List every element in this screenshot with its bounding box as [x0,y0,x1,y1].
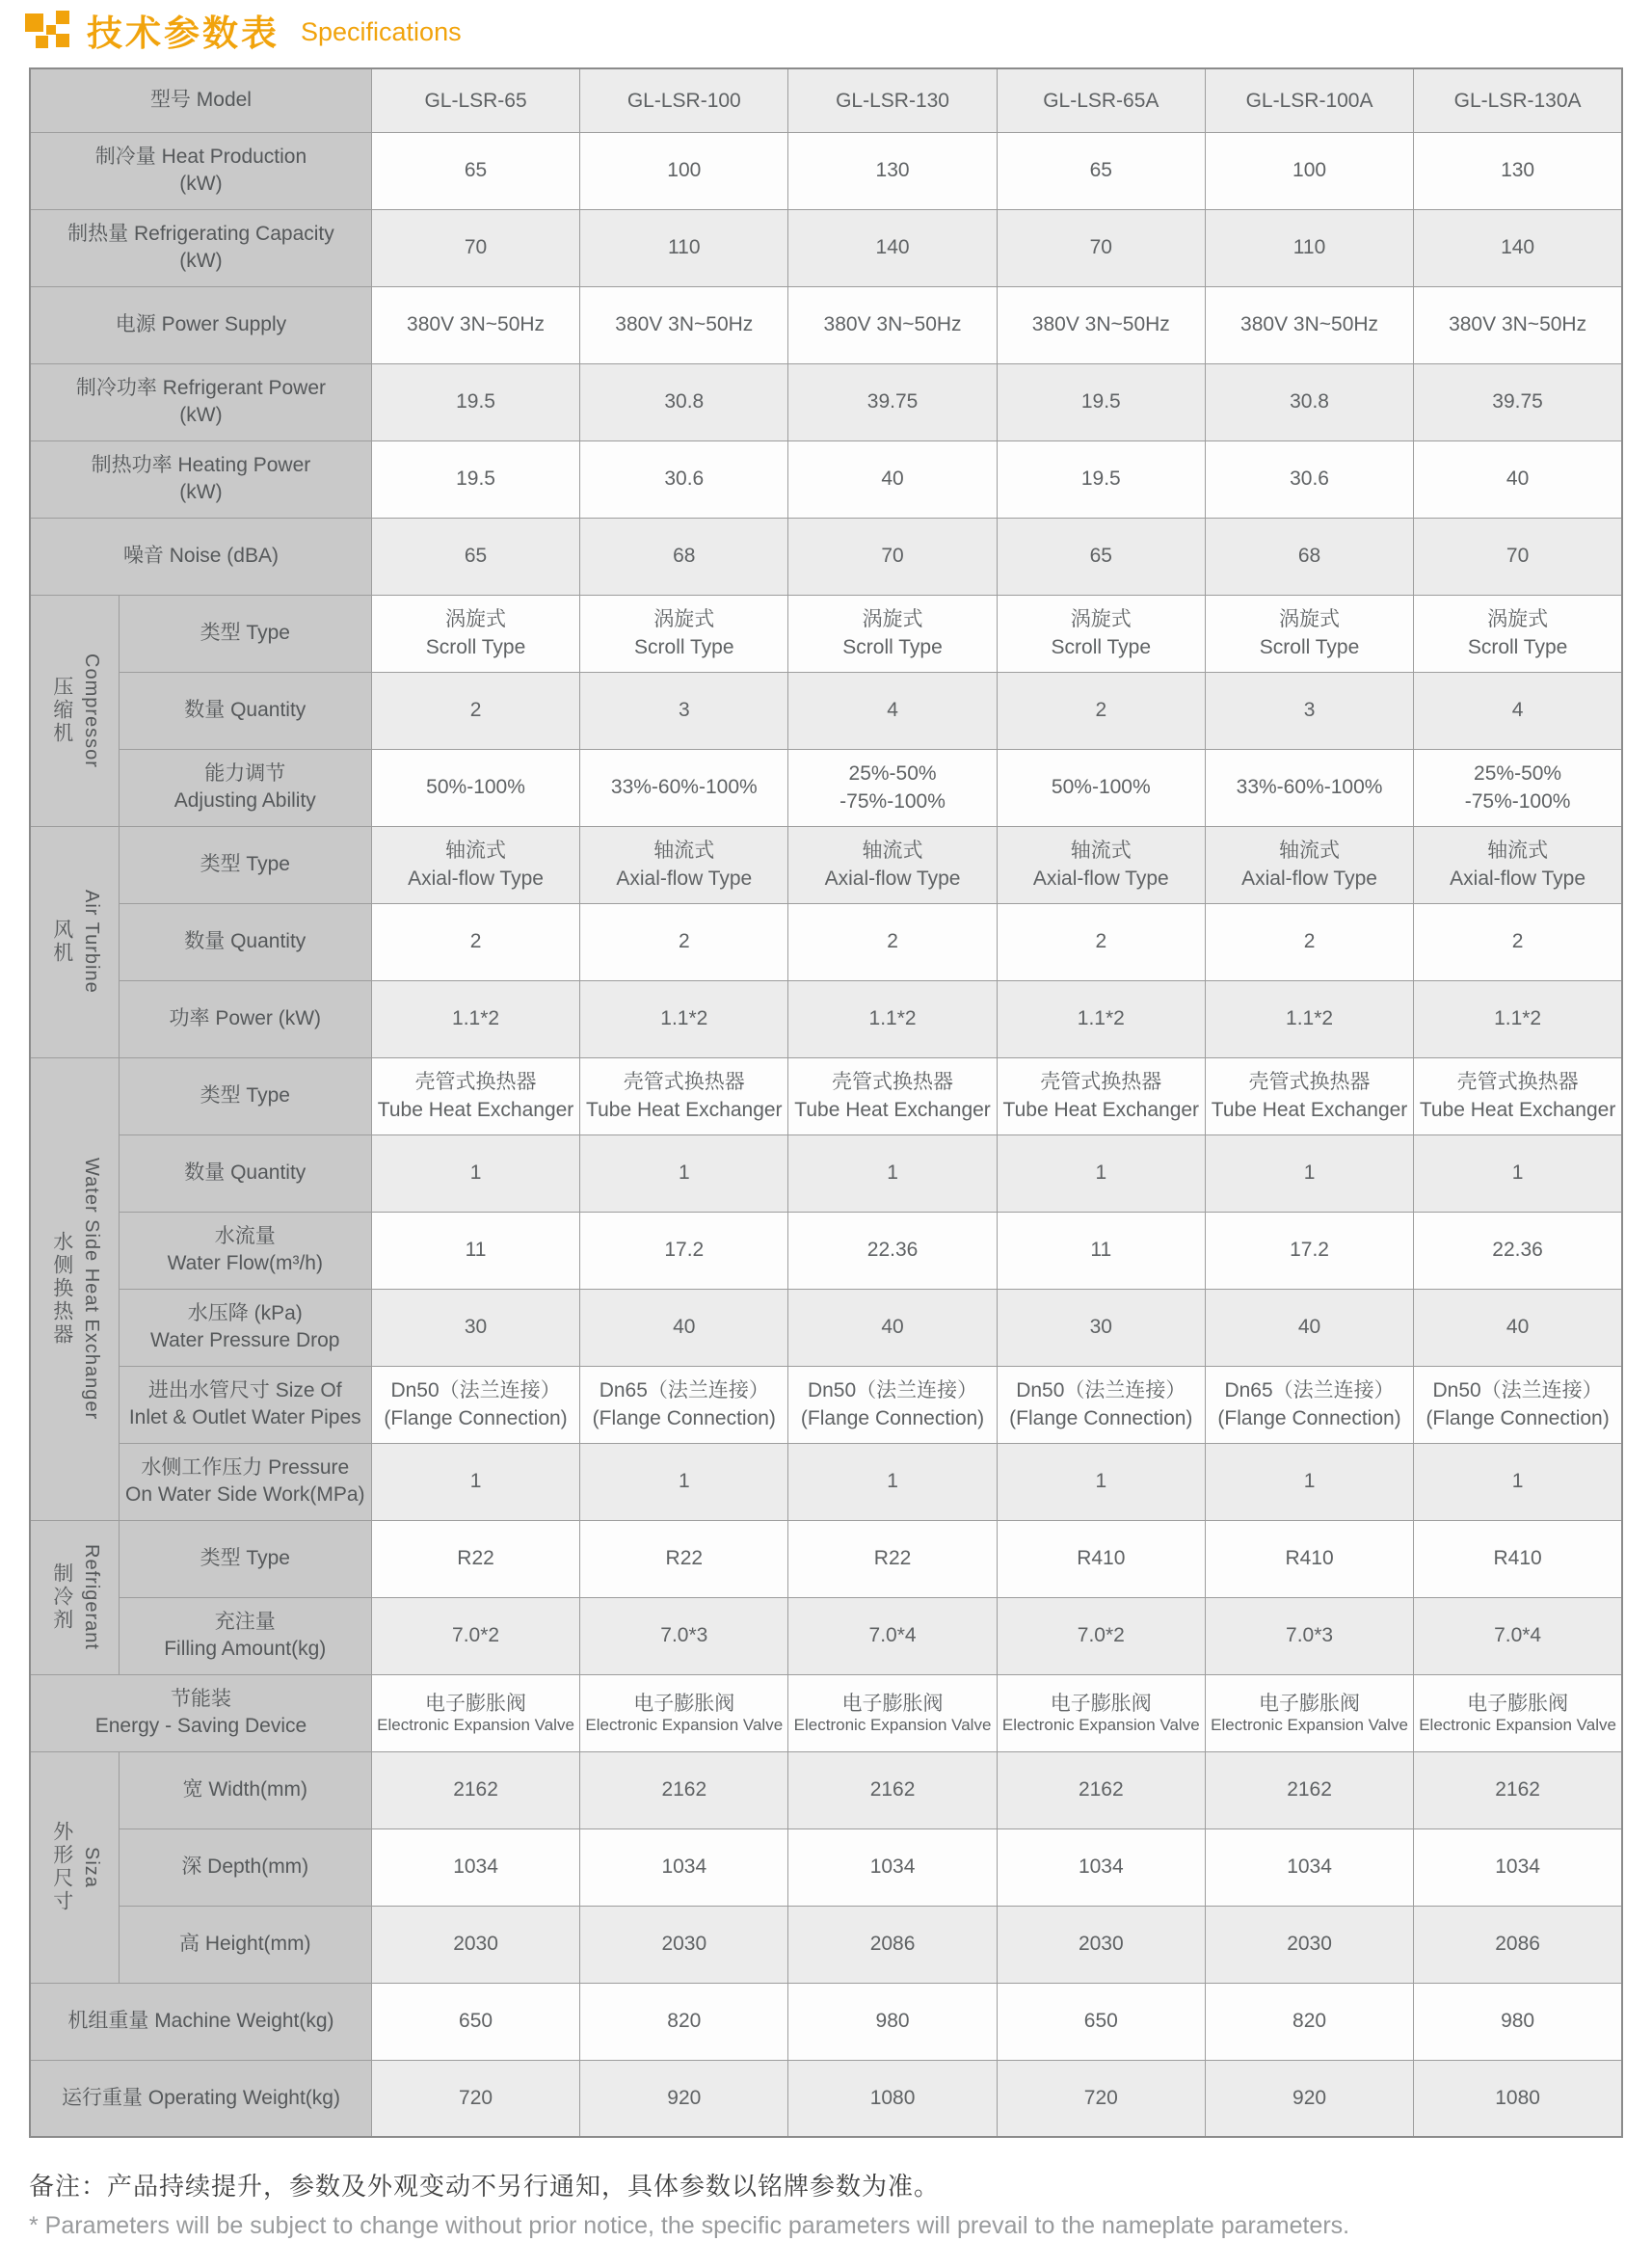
data-cell: 30.8 [1205,363,1413,440]
data-cell: 920 [1205,2060,1413,2137]
spec-row [30,518,1622,595]
data-cell: 140 [1414,209,1622,286]
row-label: 能力调节 Adjusting Ability [119,749,371,826]
row-label: 类型 Type [119,1057,371,1134]
data-cell: 380V 3N~50Hz [580,286,788,363]
data-cell: 1 [1414,1443,1622,1520]
pixel-squares-icon [25,11,71,49]
data-cell: 17.2 [580,1212,788,1289]
data-cell: 33%-60%-100% [580,749,788,826]
data-cell: 1034 [788,1828,997,1906]
data-cell: 70 [371,209,579,286]
group-label-en: Siza [80,1846,102,1888]
data-cell: 7.0*2 [997,1597,1205,1674]
data-cell: 380V 3N~50Hz [997,286,1205,363]
data-cell: 1.1*2 [788,980,997,1057]
data-cell: 720 [997,2060,1205,2137]
data-cell: 轴流式 Axial-flow Type [580,826,788,903]
data-cell: 电子膨胀阀 Electronic Expansion Valve [371,1674,579,1751]
model-cell: GL-LSR-100A [1205,68,1413,132]
data-cell: 涡旋式 Scroll Type [1205,595,1413,672]
data-cell: 电子膨胀阀 Electronic Expansion Valve [788,1674,997,1751]
data-cell: 2 [580,903,788,980]
model-cell: GL-LSR-130 [788,68,997,132]
data-cell: 电子膨胀阀 Electronic Expansion Valve [1205,1674,1413,1751]
row-label: 进出水管尺寸 Size Of Inlet & Outlet Water Pipes [119,1366,371,1443]
data-cell: 2162 [1414,1751,1622,1828]
data-cell: 壳管式换热器 Tube Heat Exchanger [580,1057,788,1134]
spec-row [30,903,1622,980]
data-cell: 650 [371,1983,579,2060]
group-label-zh: 制冷剂 [50,1562,73,1632]
data-cell: 65 [997,132,1205,209]
model-cell: GL-LSR-65A [997,68,1205,132]
data-cell: R410 [997,1520,1205,1597]
data-cell: 100 [1205,132,1413,209]
data-cell: 980 [1414,1983,1622,2060]
data-cell: 130 [788,132,997,209]
row-label: 高 Height(mm) [119,1906,371,1983]
row-label: 制冷功率 Refrigerant Power (kW) [30,363,371,440]
spec-row [30,286,1622,363]
data-cell: 70 [997,209,1205,286]
row-label: 节能装 Energy - Saving Device [30,1674,371,1751]
group-label-zh: 风机 [50,919,73,965]
data-cell: 7.0*3 [580,1597,788,1674]
data-cell: 380V 3N~50Hz [1205,286,1413,363]
spec-row [30,749,1622,826]
data-cell: 壳管式换热器 Tube Heat Exchanger [788,1057,997,1134]
data-cell: 涡旋式 Scroll Type [580,595,788,672]
spec-row [30,980,1622,1057]
data-cell: Dn65（法兰连接） (Flange Connection) [1205,1366,1413,1443]
spec-row [30,1443,1622,1520]
data-cell: 2030 [580,1906,788,1983]
row-label: 深 Depth(mm) [119,1828,371,1906]
data-cell: 2030 [1205,1906,1413,1983]
data-cell: 电子膨胀阀 Electronic Expansion Valve [1414,1674,1622,1751]
data-cell: 25%-50% -75%-100% [1414,749,1622,826]
data-cell: 1 [788,1443,997,1520]
data-cell: 30.8 [580,363,788,440]
spec-row [30,1134,1622,1212]
footnote-en: * Parameters will be subject to change without prior notice, the specific parameters will prevail to the nameplate parameters. [29,2212,1350,2239]
spec-row [30,209,1622,286]
data-cell: 1034 [997,1828,1205,1906]
data-cell: 110 [1205,209,1413,286]
page-header [0,0,1652,56]
data-cell: 1.1*2 [1205,980,1413,1057]
model-cell: GL-LSR-130A [1414,68,1622,132]
data-cell: 4 [1414,672,1622,749]
data-cell: 2 [997,903,1205,980]
data-cell: 1034 [371,1828,579,1906]
group-label-size [30,1751,119,1983]
row-label: 制热功率 Heating Power (kW) [30,440,371,518]
data-cell: 7.0*4 [1414,1597,1622,1674]
spec-row [30,1289,1622,1366]
spec-row [30,1751,1622,1828]
data-cell: 2086 [1414,1906,1622,1983]
data-cell: 380V 3N~50Hz [371,286,579,363]
data-cell: 140 [788,209,997,286]
data-cell: 380V 3N~50Hz [788,286,997,363]
data-cell: Dn50（法兰连接） (Flange Connection) [371,1366,579,1443]
data-cell: 19.5 [997,363,1205,440]
row-label: 噪音 Noise (dBA) [30,518,371,595]
row-label: 制热量 Refrigerating Capacity (kW) [30,209,371,286]
group-label-zh: 水侧换热器 [50,1231,73,1347]
data-cell: 4 [788,672,997,749]
data-cell: 7.0*3 [1205,1597,1413,1674]
data-cell: 40 [1205,1289,1413,1366]
data-cell: Dn50（法兰连接） (Flange Connection) [788,1366,997,1443]
group-label-refrigerant [30,1520,119,1674]
data-cell: 40 [1414,440,1622,518]
group-label-compressor [30,595,119,826]
data-cell: 7.0*4 [788,1597,997,1674]
data-cell: 7.0*2 [371,1597,579,1674]
spec-row [30,1983,1622,2060]
data-cell: 68 [1205,518,1413,595]
spec-row [30,1366,1622,1443]
data-cell: 壳管式换热器 Tube Heat Exchanger [1205,1057,1413,1134]
row-label: 类型 Type [119,826,371,903]
specifications-table [29,67,1623,2138]
data-cell: 40 [580,1289,788,1366]
data-cell: 2162 [580,1751,788,1828]
data-cell: 1 [580,1443,788,1520]
data-cell: R410 [1414,1520,1622,1597]
data-cell: 2 [371,903,579,980]
spec-row [30,1057,1622,1134]
spec-row [30,132,1622,209]
spec-row [30,1828,1622,1906]
model-cell: GL-LSR-100 [580,68,788,132]
page-title: 技术参数表 [87,13,280,53]
data-cell: 820 [580,1983,788,2060]
data-cell: 壳管式换热器 Tube Heat Exchanger [997,1057,1205,1134]
row-label: 水侧工作压力 Pressure On Water Side Work(MPa) [119,1443,371,1520]
data-cell: 壳管式换热器 Tube Heat Exchanger [1414,1057,1622,1134]
spec-row [30,826,1622,903]
data-cell: 30 [371,1289,579,1366]
data-cell: 980 [788,1983,997,2060]
data-cell: 65 [371,132,579,209]
data-cell: 轴流式 Axial-flow Type [1414,826,1622,903]
group-label-zh: 压缩机 [50,676,73,745]
group-label-en: Compressor [80,653,102,768]
data-cell: 涡旋式 Scroll Type [788,595,997,672]
row-label: 制冷量 Heat Production (kW) [30,132,371,209]
data-cell: 39.75 [1414,363,1622,440]
group-label-en: Refrigerant [80,1544,102,1650]
data-cell: 电子膨胀阀 Electronic Expansion Valve [580,1674,788,1751]
group-label-air-turbine [30,826,119,1057]
data-cell: 2162 [997,1751,1205,1828]
data-cell: 2 [371,672,579,749]
data-cell: 1 [997,1443,1205,1520]
data-cell: 25%-50% -75%-100% [788,749,997,826]
group-label-water-side-heat-exchanger [30,1057,119,1520]
data-cell: 1 [788,1134,997,1212]
data-cell: 820 [1205,1983,1413,2060]
data-cell: 100 [580,132,788,209]
data-cell: 30.6 [580,440,788,518]
data-cell: 1080 [788,2060,997,2137]
data-cell: 19.5 [997,440,1205,518]
data-cell: 2162 [371,1751,579,1828]
data-cell: 3 [580,672,788,749]
data-cell: 30.6 [1205,440,1413,518]
spec-row [30,1212,1622,1289]
spec-row [30,1520,1622,1597]
data-cell: 1 [580,1134,788,1212]
data-cell: R22 [371,1520,579,1597]
row-label: 水流量 Water Flow(m³/h) [119,1212,371,1289]
data-cell: 轴流式 Axial-flow Type [1205,826,1413,903]
data-cell: 壳管式换热器 Tube Heat Exchanger [371,1057,579,1134]
data-cell: 2 [997,672,1205,749]
spec-row [30,68,1622,132]
row-label: 类型 Type [119,595,371,672]
row-label: 功率 Power (kW) [119,980,371,1057]
spec-row [30,1597,1622,1674]
data-cell: 11 [997,1212,1205,1289]
spec-row [30,1674,1622,1751]
group-label-en: Air Turbine [80,890,102,994]
data-cell: 1 [1205,1134,1413,1212]
row-label: 宽 Width(mm) [119,1751,371,1828]
row-label: 充注量 Filling Amount(kg) [119,1597,371,1674]
data-cell: 17.2 [1205,1212,1413,1289]
row-label: 运行重量 Operating Weight(kg) [30,2060,371,2137]
data-cell: 2030 [997,1906,1205,1983]
spec-row [30,363,1622,440]
row-label: 数量 Quantity [119,672,371,749]
data-cell: 50%-100% [371,749,579,826]
spec-row [30,1906,1622,1983]
data-cell: 1.1*2 [1414,980,1622,1057]
data-cell: 19.5 [371,363,579,440]
data-cell: 1034 [580,1828,788,1906]
data-cell: 1.1*2 [580,980,788,1057]
data-cell: 2162 [788,1751,997,1828]
data-cell: 轴流式 Axial-flow Type [997,826,1205,903]
data-cell: 1034 [1414,1828,1622,1906]
data-cell: 65 [997,518,1205,595]
footnotes [29,2167,1652,2240]
data-cell: 22.36 [1414,1212,1622,1289]
data-cell: 1.1*2 [371,980,579,1057]
data-cell: 3 [1205,672,1413,749]
data-cell: 380V 3N~50Hz [1414,286,1622,363]
data-cell: 1034 [1205,1828,1413,1906]
data-cell: 39.75 [788,363,997,440]
spec-row [30,2060,1622,2137]
data-cell: 130 [1414,132,1622,209]
data-cell: 70 [788,518,997,595]
data-cell: 70 [1414,518,1622,595]
data-cell: 110 [580,209,788,286]
data-cell: 40 [788,440,997,518]
data-cell: 30 [997,1289,1205,1366]
data-cell: 1080 [1414,2060,1622,2137]
data-cell: R410 [1205,1520,1413,1597]
row-label: 数量 Quantity [119,1134,371,1212]
model-cell: GL-LSR-65 [371,68,579,132]
data-cell: R22 [788,1520,997,1597]
data-cell: 40 [788,1289,997,1366]
data-cell: 轴流式 Axial-flow Type [788,826,997,903]
data-cell: 1 [371,1134,579,1212]
page-subtitle: Specifications [301,16,462,46]
data-cell: 涡旋式 Scroll Type [371,595,579,672]
data-cell: 720 [371,2060,579,2137]
data-cell: 40 [1414,1289,1622,1366]
data-cell: 50%-100% [997,749,1205,826]
spec-row [30,440,1622,518]
spec-row [30,595,1622,672]
group-label-en: Water Side Heat Exchanger [80,1157,102,1421]
data-cell: 65 [371,518,579,595]
data-cell: 涡旋式 Scroll Type [1414,595,1622,672]
data-cell: 2 [788,903,997,980]
footnote-zh: 备注：产品持续提升，参数及外观变动不另行通知，具体参数以铭牌参数为准。 [29,2172,941,2201]
data-cell: 22.36 [788,1212,997,1289]
data-cell: 1 [371,1443,579,1520]
data-cell: 68 [580,518,788,595]
data-cell: Dn65（法兰连接） (Flange Connection) [580,1366,788,1443]
data-cell: Dn50（法兰连接） (Flange Connection) [1414,1366,1622,1443]
data-cell: 1 [1414,1134,1622,1212]
data-cell: 2030 [371,1906,579,1983]
spec-row [30,672,1622,749]
data-cell: 11 [371,1212,579,1289]
data-cell: 19.5 [371,440,579,518]
data-cell: 涡旋式 Scroll Type [997,595,1205,672]
data-cell: 2 [1205,903,1413,980]
model-row-label: 型号 Model [30,68,371,132]
data-cell: 920 [580,2060,788,2137]
data-cell: 轴流式 Axial-flow Type [371,826,579,903]
data-cell: Dn50（法兰连接） (Flange Connection) [997,1366,1205,1443]
data-cell: R22 [580,1520,788,1597]
data-cell: 1.1*2 [997,980,1205,1057]
row-label: 类型 Type [119,1520,371,1597]
row-label: 水压降 (kPa) Water Pressure Drop [119,1289,371,1366]
data-cell: 2 [1414,903,1622,980]
row-label: 数量 Quantity [119,903,371,980]
data-cell: 33%-60%-100% [1205,749,1413,826]
data-cell: 2086 [788,1906,997,1983]
data-cell: 2162 [1205,1751,1413,1828]
data-cell: 1 [997,1134,1205,1212]
row-label: 机组重量 Machine Weight(kg) [30,1983,371,2060]
row-label: 电源 Power Supply [30,286,371,363]
data-cell: 电子膨胀阀 Electronic Expansion Valve [997,1674,1205,1751]
group-label-zh: 外形尺寸 [50,1821,73,1913]
data-cell: 650 [997,1983,1205,2060]
data-cell: 1 [1205,1443,1413,1520]
